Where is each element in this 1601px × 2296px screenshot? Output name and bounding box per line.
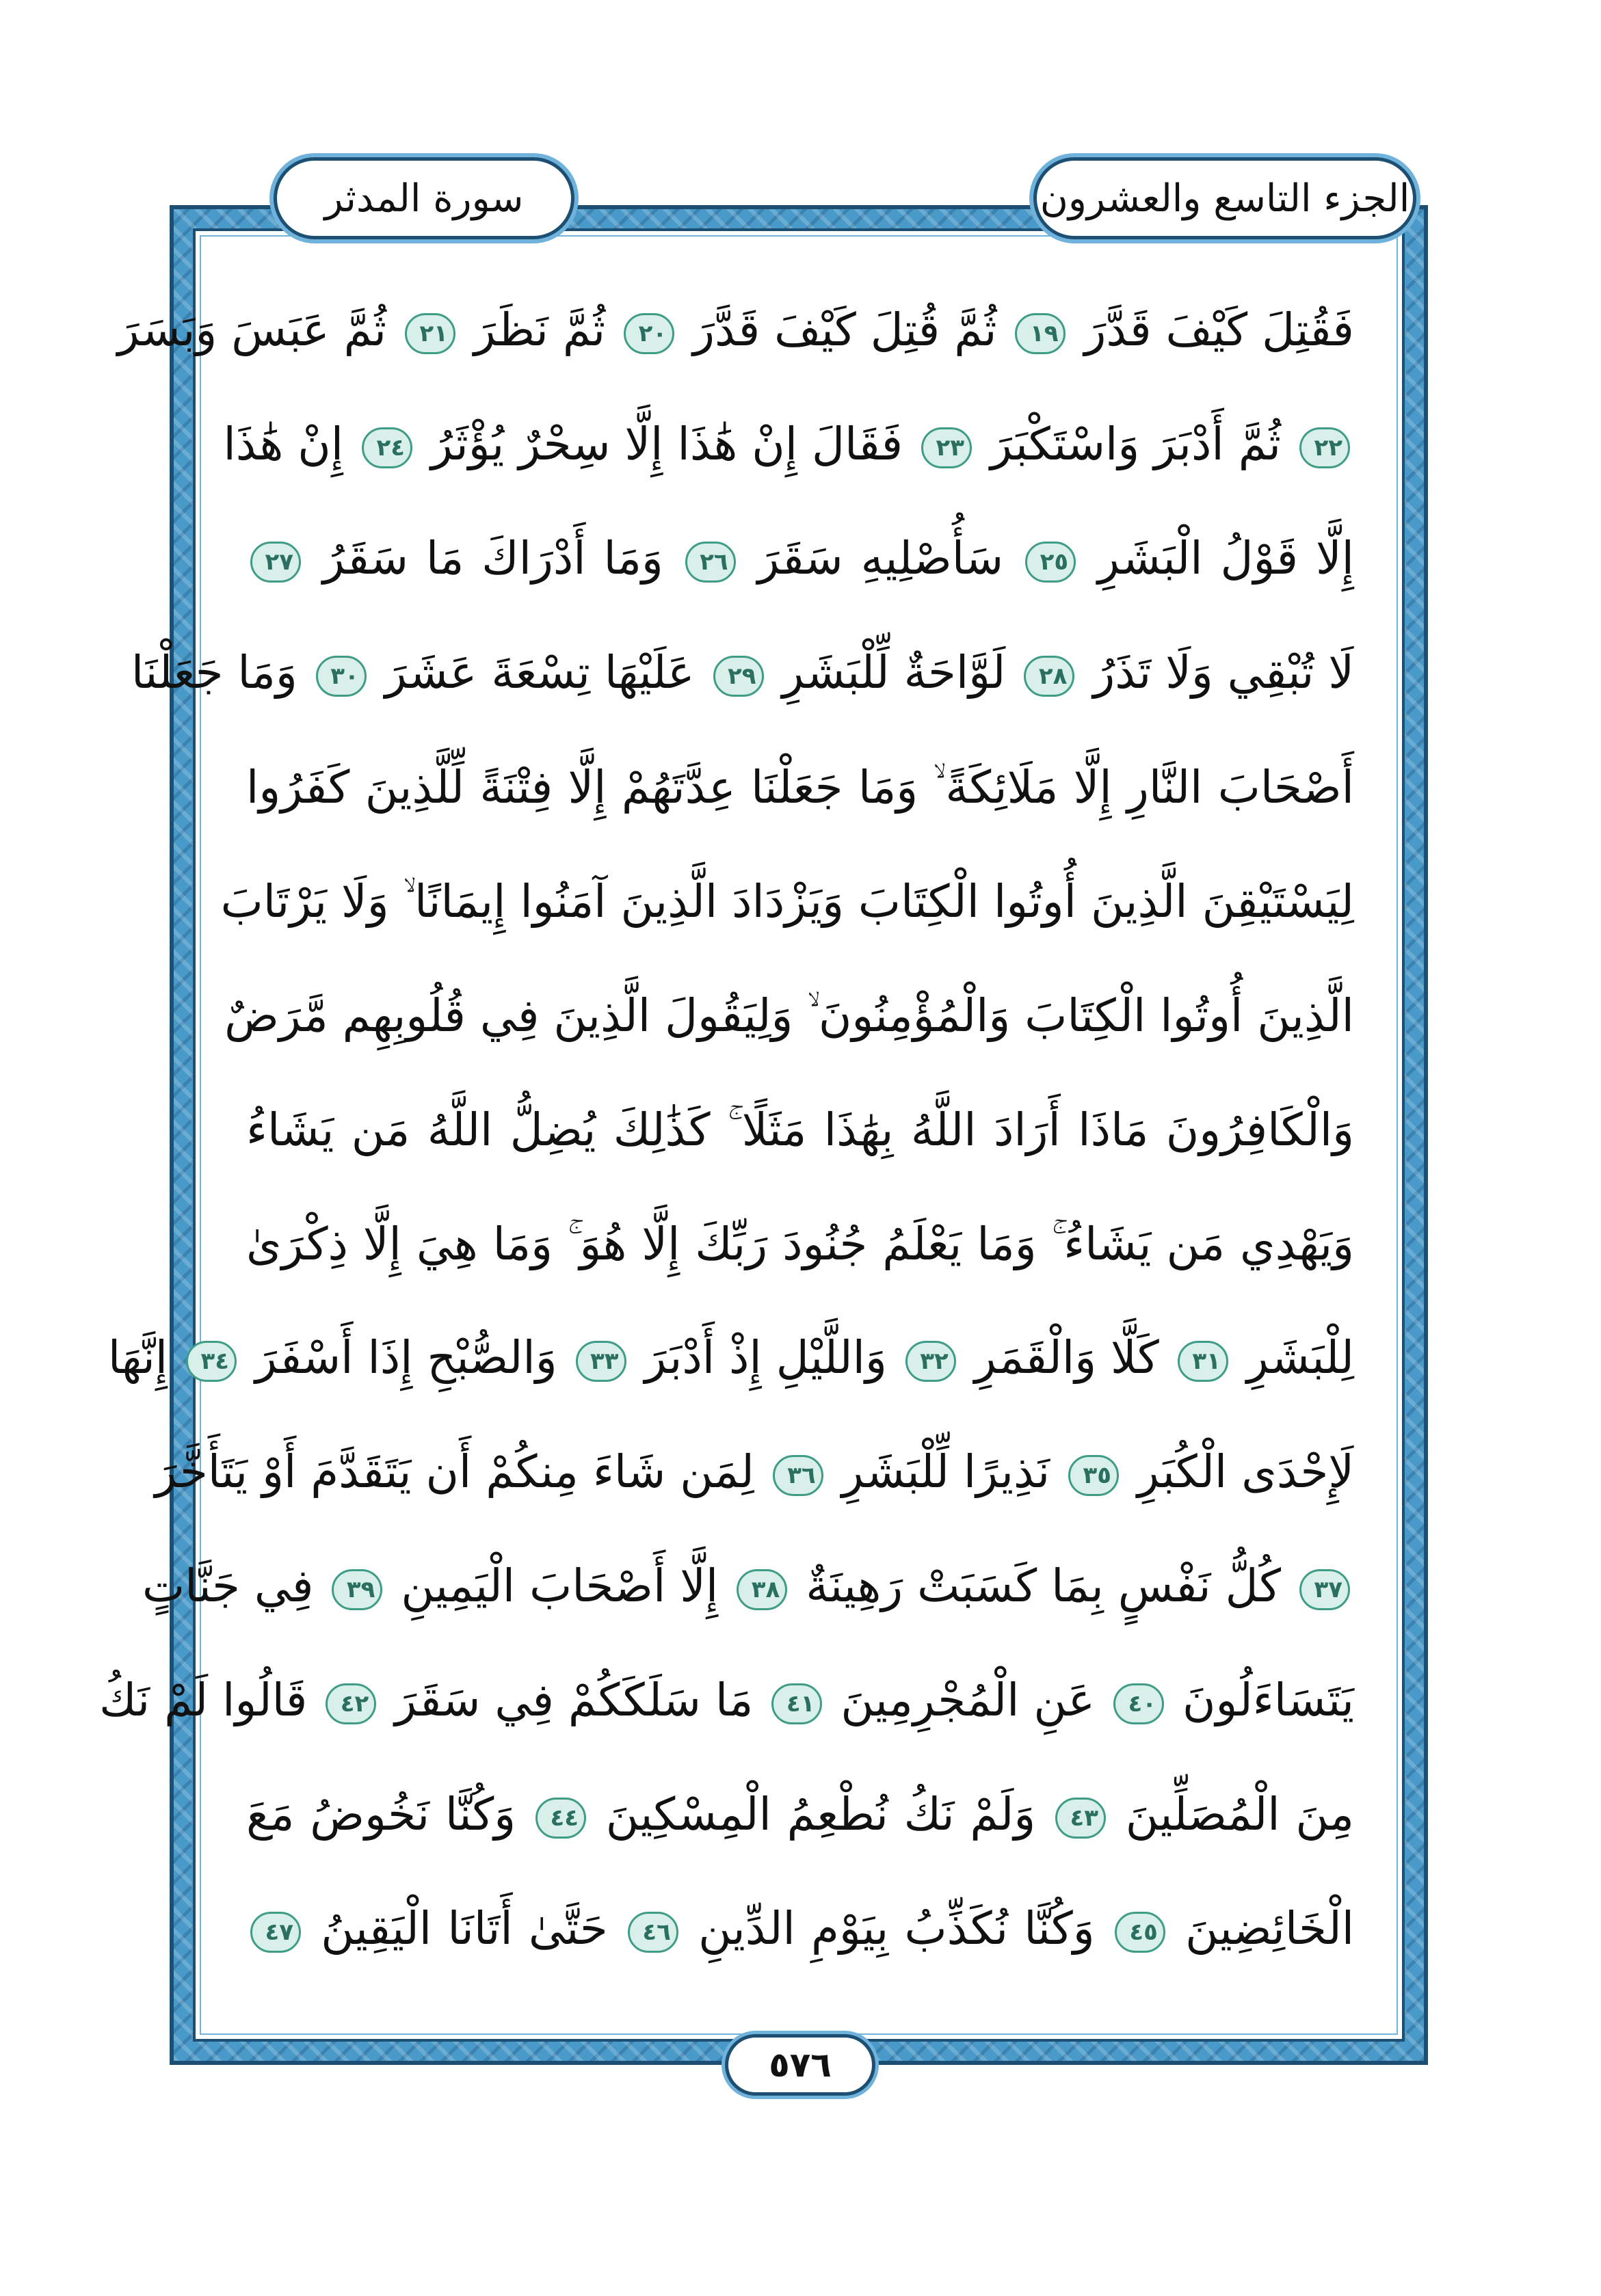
verse-text: ثُمَّ أَدْبَرَ وَاسْتَكْبَرَ: [990, 417, 1282, 470]
text-line: [99, 1644, 1354, 1758]
verse-text: لِيَسْتَيْقِنَ الَّذِينَ أُوتُوا الْكِتَابَ وَيَزْدَادَ الَّذِينَ آمَنُوا إِيمَانًا ۙ وَلَا يَرْتَابَ: [220, 875, 1354, 928]
text-line: [155, 1415, 1354, 1530]
verse-text: فَقَالَ إِنْ هَٰذَا إِلَّا سِحْرٌ يُؤْثَرُ: [431, 417, 903, 470]
verse-text: لِمَن شَاءَ مِنكُمْ أَن يَتَقَدَّمَ أَوْ يَتَأَخَّرَ: [155, 1445, 754, 1498]
line-content: [107, 1331, 1354, 1384]
line-content: [246, 1901, 1355, 1955]
verse-text: إِنَّهَا: [107, 1331, 168, 1384]
verse-text: عَنِ الْمُجْرِمِينَ: [841, 1673, 1096, 1726]
surah-title: سورة المدثر: [324, 176, 524, 221]
text-line: [246, 1187, 1354, 1301]
page-number: ٥٧٦: [769, 2045, 832, 2085]
verse-text: ثُمَّ عَبَسَ وَبَسَرَ: [117, 303, 386, 356]
verse-text: وَكُنَّا نُكَذِّبُ بِيَوْمِ الدِّينِ: [698, 1901, 1095, 1955]
ayah-number-marker: ٢٧: [250, 542, 301, 583]
ayah-number-marker: ٣٨: [737, 1569, 787, 1610]
verse-text: الَّذِينَ أُوتُوا الْكِتَابَ وَالْمُؤْمِنُونَ ۙ وَلِيَقُولَ الَّذِينَ فِي قُلُوبِهِم مَّرَضٌ: [224, 989, 1354, 1042]
ayah-number-marker: ٣٠: [316, 656, 367, 697]
ayah-number-marker: ٢٢: [1299, 427, 1350, 468]
line-content: [223, 417, 1354, 470]
ayah-number-marker: ٣٧: [1299, 1569, 1350, 1610]
ayah-number-marker: ٢٦: [685, 542, 736, 583]
text-line: [246, 1872, 1354, 1986]
text-line: [142, 1530, 1354, 1644]
text-line: [246, 1073, 1354, 1187]
ayah-number-marker: ٢٠: [624, 313, 674, 354]
verse-text: فِي جَنَّاتٍ: [142, 1559, 314, 1612]
line-content: [142, 1559, 1354, 1612]
ayah-number-marker: ٢١: [405, 313, 455, 354]
ayah-number-marker: ٢٣: [921, 427, 972, 468]
verse-text: نَذِيرًا لِّلْبَشَرِ: [841, 1445, 1050, 1498]
verse-text: مِنَ الْمُصَلِّينَ: [1125, 1787, 1354, 1841]
verse-text: حَتَّىٰ أَتَانَا الْيَقِينُ: [321, 1901, 608, 1955]
verse-text: أَصْحَابَ النَّارِ إِلَّا مَلَائِكَةً ۙ وَمَا جَعَلْنَا عِدَّتَهُمْ إِلَّا فِتْنَةً لِّلَّذِينَ كَفَرُوا: [246, 760, 1354, 814]
line-content: [246, 1787, 1354, 1841]
verse-text: ثُمَّ نَظَرَ: [473, 303, 606, 356]
ayah-number-marker: ٣٤: [186, 1341, 237, 1382]
line-content: [117, 303, 1354, 356]
verse-text: وَمَا جَعَلْنَا: [131, 645, 297, 699]
verse-text: عَلَيْهَا تِسْعَةَ عَشَرَ: [384, 645, 695, 699]
line-content: [224, 989, 1354, 1042]
quran-text-body: [99, 273, 1355, 1990]
ayah-number-marker: ١٩: [1015, 313, 1066, 354]
text-line: [246, 1758, 1354, 1872]
text-line: [131, 616, 1354, 730]
ayah-number-marker: ٣١: [1178, 1341, 1228, 1382]
line-content: [246, 760, 1354, 814]
verse-text: فَقُتِلَ كَيْفَ قَدَّرَ: [1084, 303, 1354, 356]
ayah-number-marker: ٤٧: [250, 1912, 301, 1953]
verse-text: وَيَهْدِي مَن يَشَاءُ ۚ وَمَا يَعْلَمُ جُنُودَ رَبِّكَ إِلَّا هُوَ ۚ وَمَا هِيَ إِلَّا ذِكْرَىٰ: [246, 1217, 1354, 1270]
verse-text: سَأُصْلِيهِ سَقَرَ: [757, 531, 1004, 585]
text-line: [246, 730, 1354, 844]
verse-text: وَلَمْ نَكُ نُطْعِمُ الْمِسْكِينَ: [605, 1787, 1036, 1841]
text-line: [246, 502, 1354, 616]
ayah-number-marker: ٢٥: [1025, 542, 1076, 583]
verse-text: لَإِحْدَى الْكُبَرِ: [1137, 1445, 1354, 1498]
verse-text: كُلُّ نَفْسٍ بِمَا كَسَبَتْ رَهِينَةٌ: [806, 1559, 1282, 1612]
verse-text: وَمَا أَدْرَاكَ مَا سَقَرُ: [322, 531, 663, 585]
verse-text: كَلَّا وَالْقَمَرِ: [974, 1331, 1159, 1384]
ayah-number-marker: ٤٣: [1055, 1798, 1106, 1839]
verse-text: وَاللَّيْلِ إِذْ أَدْبَرَ: [644, 1331, 887, 1384]
line-content: [246, 531, 1354, 585]
juz-title: الجزء التاسع والعشرون: [1040, 176, 1410, 221]
ayah-number-marker: ٤٤: [535, 1798, 586, 1839]
text-line: [117, 273, 1354, 388]
text-line: [107, 1301, 1354, 1415]
line-content: [246, 1217, 1354, 1270]
ayah-number-marker: ٤١: [771, 1683, 822, 1724]
ayah-number-marker: ٣٩: [332, 1569, 382, 1610]
ayah-number-marker: ٤٠: [1113, 1683, 1164, 1724]
ayah-number-marker: ٢٨: [1024, 656, 1074, 697]
ayah-number-marker: ٤٢: [326, 1683, 376, 1724]
line-content: [246, 1103, 1354, 1156]
ayah-number-marker: ٣٣: [576, 1341, 626, 1382]
verse-text: لَا تُبْقِي وَلَا تَذَرُ: [1093, 645, 1354, 699]
page-number-badge: [725, 2034, 875, 2096]
line-content: [99, 1673, 1354, 1726]
ayah-number-marker: ٣٦: [773, 1455, 823, 1496]
verse-text: قَالُوا لَمْ نَكُ: [99, 1673, 308, 1726]
surah-header: [274, 157, 574, 239]
text-line: [224, 959, 1354, 1073]
verse-text: وَكُنَّا نَخُوضُ مَعَ: [246, 1787, 516, 1841]
line-content: [131, 645, 1354, 699]
ayah-number-marker: ٢٤: [362, 427, 412, 468]
text-line: [220, 844, 1354, 959]
verse-text: مَا سَلَكَكُمْ فِي سَقَرَ: [395, 1673, 754, 1726]
ayah-number-marker: ٣٢: [905, 1341, 956, 1382]
juz-header: [1033, 157, 1416, 239]
verse-text: الْخَائِضِينَ: [1185, 1901, 1355, 1955]
verse-text: وَالصُّبْحِ إِذَا أَسْفَرَ: [255, 1331, 557, 1384]
verse-text: يَتَسَاءَلُونَ: [1182, 1673, 1354, 1726]
verse-text: لَوَّاحَةٌ لِّلْبَشَرِ: [782, 645, 1006, 699]
verse-text: وَالْكَافِرُونَ مَاذَا أَرَادَ اللَّهُ بِهَٰذَا مَثَلًا ۚ كَذَٰلِكَ يُضِلُّ اللَّهُ مَن يَشَاءُ: [246, 1103, 1354, 1156]
verse-text: إِلَّا قَوْلُ الْبَشَرِ: [1097, 531, 1354, 585]
verse-text: إِنْ هَٰذَا: [223, 417, 344, 470]
verse-text: إِلَّا أَصْحَابَ الْيَمِينِ: [401, 1559, 719, 1612]
line-content: [220, 875, 1354, 928]
line-content: [155, 1445, 1354, 1498]
verse-text: لِلْبَشَرِ: [1246, 1331, 1354, 1384]
ayah-number-marker: ٤٥: [1115, 1912, 1165, 1953]
text-line: [223, 388, 1354, 502]
verse-text: ثُمَّ قُتِلَ كَيْفَ قَدَّرَ: [693, 303, 997, 356]
ayah-number-marker: ٤٦: [628, 1912, 678, 1953]
ayah-number-marker: ٣٥: [1068, 1455, 1119, 1496]
ayah-number-marker: ٢٩: [713, 656, 764, 697]
